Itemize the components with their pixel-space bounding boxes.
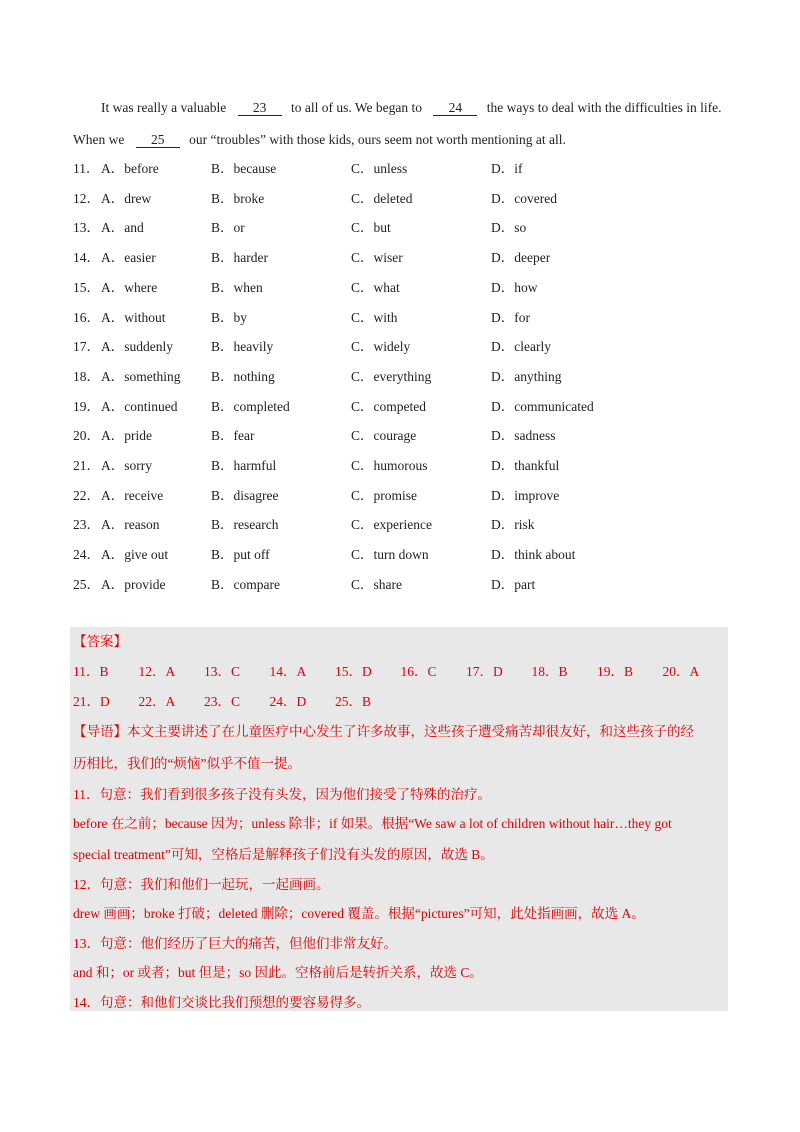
option-c: C．with	[351, 309, 398, 325]
answer-item: 19．B	[597, 664, 634, 679]
option-c: C．promise	[351, 487, 417, 503]
answer-item: 20．A	[662, 664, 700, 679]
answer-item: 18．B	[531, 664, 568, 679]
option-c: C．humorous	[351, 458, 428, 473]
option-d: D．risk	[491, 517, 535, 533]
option-b: B．compare	[211, 576, 280, 592]
answer-item: 15．D	[335, 664, 372, 679]
option-b: B．completed	[211, 398, 290, 414]
option-d: D．improve	[491, 487, 560, 503]
question-number: 18．	[73, 368, 100, 384]
option-c: C．everything	[351, 368, 432, 384]
question-number: 23．	[73, 517, 100, 533]
answer-item: 16．C	[400, 664, 437, 679]
option-b: B．nothing	[211, 368, 275, 384]
question-number: 11．	[73, 161, 100, 176]
option-c: C．wiser	[351, 250, 403, 266]
question-number: 12．	[73, 190, 100, 206]
answer-heading: 【答案】	[73, 634, 127, 649]
option-b: B．fear	[211, 428, 255, 444]
option-a: A．and	[101, 220, 144, 236]
passage-text: our “troubles” with those kids, ours seem not worth mentioning at all.	[189, 132, 566, 147]
question-row	[73, 546, 723, 564]
option-c: C．unless	[351, 161, 408, 176]
answer-item: 21．D	[73, 694, 110, 709]
answer-item: 11．B	[73, 664, 109, 679]
question-number: 13．	[73, 220, 100, 236]
blank-23: 23	[238, 101, 282, 116]
question-row	[73, 160, 723, 178]
question-row	[73, 190, 723, 208]
option-a: A．reason	[101, 517, 160, 533]
answer-item: 22．A	[138, 694, 176, 709]
option-a: A．something	[101, 368, 181, 384]
question-number: 16．	[73, 309, 100, 325]
question-row	[73, 219, 723, 237]
explanation-line: and 和；or 或者；but 但是；so 因此。空格前后是转折关系，故选 C。	[73, 965, 483, 980]
option-b: B．by	[211, 309, 248, 325]
option-a: A．drew	[101, 190, 152, 206]
explanation-line: special treatment”可知，空格后是解释孩子们没有头发的原因，故选 B。	[73, 847, 494, 862]
option-a: A．where	[101, 279, 158, 295]
answer-item: 14．A	[269, 664, 307, 679]
explanation-line: drew 画画；broke 打破；deleted 删除；covered 覆盖。根据“pictures”可知，此处指画画，故选 A。	[73, 906, 645, 921]
question-number: 22．	[73, 487, 100, 503]
answer-item: 23．C	[204, 694, 241, 709]
blank-24: 24	[433, 101, 477, 116]
explanation-line: 14．句意：和他们交谈比我们预想的要容易得多。	[73, 995, 370, 1010]
option-b: B．or	[211, 220, 245, 236]
option-d: D．covered	[491, 190, 557, 206]
option-a: A．before	[101, 161, 159, 176]
question-number: 17．	[73, 339, 100, 355]
option-d: D．thankful	[491, 458, 560, 473]
passage-text: It was really a valuable	[101, 100, 227, 115]
question-row	[73, 576, 723, 594]
question-row	[73, 279, 723, 297]
passage-text: to all of us. We began to	[290, 100, 422, 115]
question-row	[73, 309, 723, 327]
intro-line-1: 【导语】本文主要讲述了在儿童医疗中心发生了许多故事，这些孩子遭受痛苦却很友好，和这些孩子的经	[73, 724, 694, 739]
question-number: 25．	[73, 576, 100, 592]
option-b: B．broke	[211, 190, 265, 206]
question-number: 19．	[73, 398, 100, 414]
option-b: B．research	[211, 517, 279, 533]
answer-item: 12．A	[138, 664, 176, 679]
passage-line-1	[101, 100, 761, 116]
option-c: C．widely	[351, 339, 411, 355]
explanation-line: before 在之前；because 因为；unless 除非；if 如果。根据“We saw a lot of children without hair…they got	[73, 816, 672, 831]
option-a: A．provide	[101, 576, 166, 592]
option-a: A．sorry	[101, 458, 152, 473]
option-d: D．how	[491, 279, 538, 295]
question-row	[73, 516, 723, 534]
option-b: B．heavily	[211, 339, 274, 355]
option-a: A．easier	[101, 250, 156, 266]
option-b: B．because	[211, 161, 277, 176]
option-a: A．pride	[101, 428, 152, 444]
question-number: 24．	[73, 547, 100, 563]
option-d: D．communicated	[491, 398, 594, 414]
question-number: 15．	[73, 279, 100, 295]
option-d: D．deeper	[491, 250, 551, 266]
blank-25: 25	[136, 133, 180, 148]
option-b: B．put off	[211, 547, 270, 563]
option-d: D．clearly	[491, 339, 551, 355]
answer-item: 25．B	[335, 694, 372, 709]
option-d: D．if	[491, 161, 523, 176]
answer-item: 24．D	[269, 694, 307, 709]
option-c: C．but	[351, 220, 391, 236]
passage-text: When we	[73, 132, 125, 147]
option-c: C．courage	[351, 428, 417, 444]
option-b: B．disagree	[211, 487, 279, 503]
passage-line-2	[73, 132, 733, 148]
option-c: C．experience	[351, 517, 432, 533]
option-c: C．what	[351, 279, 400, 295]
question-row	[73, 368, 723, 386]
option-d: D．for	[491, 309, 530, 325]
option-d: D．anything	[491, 368, 562, 384]
passage-text: the ways to deal with the difficulties in life.	[486, 100, 722, 115]
question-row	[73, 398, 723, 416]
option-b: B．harder	[211, 250, 268, 266]
question-row	[73, 457, 723, 475]
option-a: A．suddenly	[101, 339, 173, 355]
option-a: A．give out	[101, 547, 169, 563]
option-d: D．so	[491, 220, 527, 236]
question-row	[73, 487, 723, 505]
question-row	[73, 427, 723, 445]
option-c: C．turn down	[351, 547, 429, 563]
question-number: 20．	[73, 428, 100, 444]
option-a: A．receive	[101, 487, 164, 503]
intro-line-2: 历相比，我们的“烦恼”似乎不值一提。	[73, 756, 301, 771]
explanation-line: 11．句意：我们看到很多孩子没有头发，因为他们接受了特殊的治疗。	[73, 787, 491, 802]
question-row	[73, 338, 723, 356]
explanation-line: 12．句意：我们和他们一起玩，一起画画。	[73, 877, 330, 892]
option-d: D．part	[491, 576, 536, 592]
option-d: D．think about	[491, 547, 576, 563]
question-number: 14．	[73, 250, 100, 266]
option-b: B．harmful	[211, 458, 277, 473]
answer-item: 17．D	[466, 664, 503, 679]
question-row	[73, 249, 723, 267]
option-c: C．share	[351, 576, 402, 592]
option-a: A．without	[101, 309, 166, 325]
explanation-line: 13．句意：他们经历了巨大的痛苦，但他们非常友好。	[73, 936, 397, 951]
option-c: C．deleted	[351, 190, 413, 206]
option-b: B．when	[211, 279, 263, 295]
answer-item: 13．C	[204, 664, 241, 679]
option-a: A．continued	[101, 398, 178, 414]
option-c: C．competed	[351, 398, 426, 414]
option-d: D．sadness	[491, 428, 556, 444]
question-number: 21．	[73, 458, 100, 473]
